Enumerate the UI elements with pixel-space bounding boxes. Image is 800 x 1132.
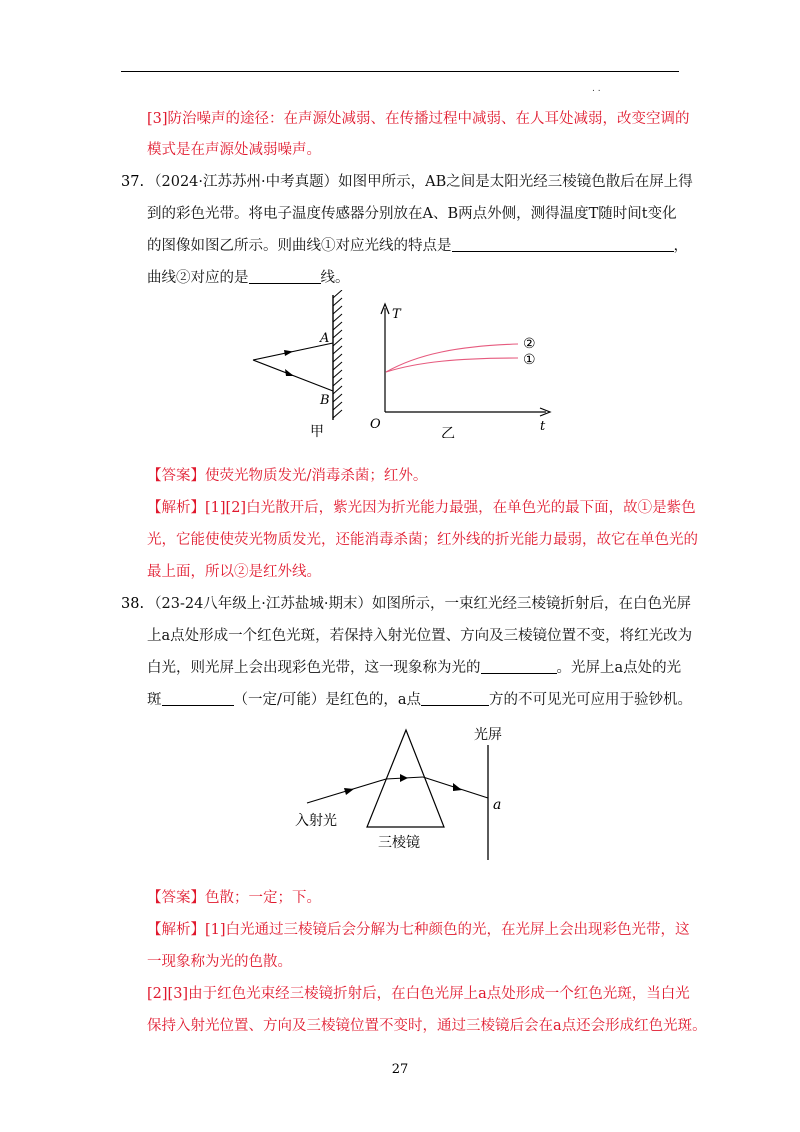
answer-blank-3[interactable] [481,658,557,674]
answer-blank-1[interactable] [452,236,674,252]
screen-hatching [333,290,342,418]
question-38-number: 38. [121,596,145,612]
arrow-lower [285,369,294,376]
arrow-upper [284,350,293,356]
caption-jia: 甲 [310,424,324,440]
question-37-number: 37. [121,174,145,190]
answer-blank-2[interactable] [249,268,321,284]
prev-analysis-line1: [3]防治噪声的途径：在声源处减弱、在传播过程中减弱、在人耳处减弱，改变空调的 [147,111,690,127]
question-37-line3-end: ， [673,238,688,254]
arrow-incident [344,788,354,795]
prev-analysis-line2: 模式是在声源处减弱噪声。 [147,142,321,158]
axis-label-t: t [540,419,546,434]
question-37-line3-text: 的图像如图乙所示。则曲线①对应光线的特点是 [147,238,452,254]
question-38-line4-start: 斑 [147,692,162,708]
question-38-analysis1: 【解析】[1]白光通过三棱镜后会分解为七种颜色的光，在光屏上会出现彩色光带，这 [147,922,690,938]
answer-blank-5[interactable] [421,690,489,706]
question-38-line3 [147,658,681,678]
question-38-answer: 【答案】色散；一定；下。 [147,890,321,906]
incident-label: 入射光 [295,813,337,829]
question-37-line1: （2024·江苏苏州·中考真题）如图甲所示，AB之间是太阳光经三棱镜色散后在屏上得 [147,174,693,190]
question-37-answer: 【答案】使荧光物质发光/消毒杀菌；红外。 [147,468,428,484]
caption-yi: 乙 [441,426,455,438]
question-38-analysis4: 保持入射光位置、方向及三棱镜位置不变时，通过三棱镜后会在a点还会形成红色光斑。 [147,1018,707,1034]
question-38-line3-text: 白光，则光屏上会出现彩色光带，这一现象称为光的 [147,660,481,676]
curve-1 [386,358,518,372]
question-37-analysis3: 最上面，所以②是红外线。 [147,564,321,580]
figure-yi [368,296,558,438]
question-38-line2: 上a点处形成一个红色光斑，若保持入射光位置、方向及三棱镜位置不变，将红光改为 [147,628,693,644]
question-37-analysis2: 光，它能使使荧光物质发光，还能消毒杀菌；红外线的折光能力最弱，故它在单色光的 [147,532,698,548]
question-37-line4-end: 线。 [320,270,350,286]
point-a-label: a [493,797,502,813]
label-A: A [320,331,330,346]
question-37-analysis1: 【解析】[1][2]白光散开后，紫光因为折光能力最强，在单色光的最下面，故①是紫色 [147,500,696,516]
prism-label: 三棱镜 [378,835,420,851]
axis-label-T: T [392,307,401,322]
question-38-line4-end: 方的不可见光可应用于验钞机。 [489,692,693,708]
label-B: B [320,393,330,408]
question-37-line3 [147,236,688,256]
curve-2-label: ② [523,336,536,352]
question-38-line4 [147,690,692,710]
arrow-emergent [453,783,462,791]
header-rule [121,71,679,72]
origin-label: O [370,417,381,432]
figure-prism [290,715,530,865]
screen-label: 光屏 [474,727,502,743]
answer-blank-4[interactable] [162,690,234,706]
question-38-analysis2: 一现象称为光的色散。 [147,954,292,970]
arrow-inside [400,774,408,782]
figure-jia [240,290,360,440]
question-37-line4-text: 曲线②对应的是 [147,270,249,286]
question-38-line3-end: 。光屏上a点处的光 [556,660,682,676]
question-37-line4 [147,268,350,288]
header-dots: . . [592,84,601,94]
question-37-line2: 到的彩色光带。将电子温度传感器分别放在A、B两点外侧，测得温度T随时间t变化 [147,206,677,222]
question-38-line1: （23-24八年级上·江苏盐城·期末）如图所示，一束红光经三棱镜折射后，在白色光屏 [147,596,692,612]
question-38-line4-mid: （一定/可能）是红色的，a点 [233,692,422,708]
curve-1-label: ① [523,352,536,368]
page-number: 27 [391,1062,409,1077]
question-38-analysis3: [2][3]由于红色光束经三棱镜折射后，在白色光屏上a点处形成一个红色光斑，当白光 [147,986,690,1002]
